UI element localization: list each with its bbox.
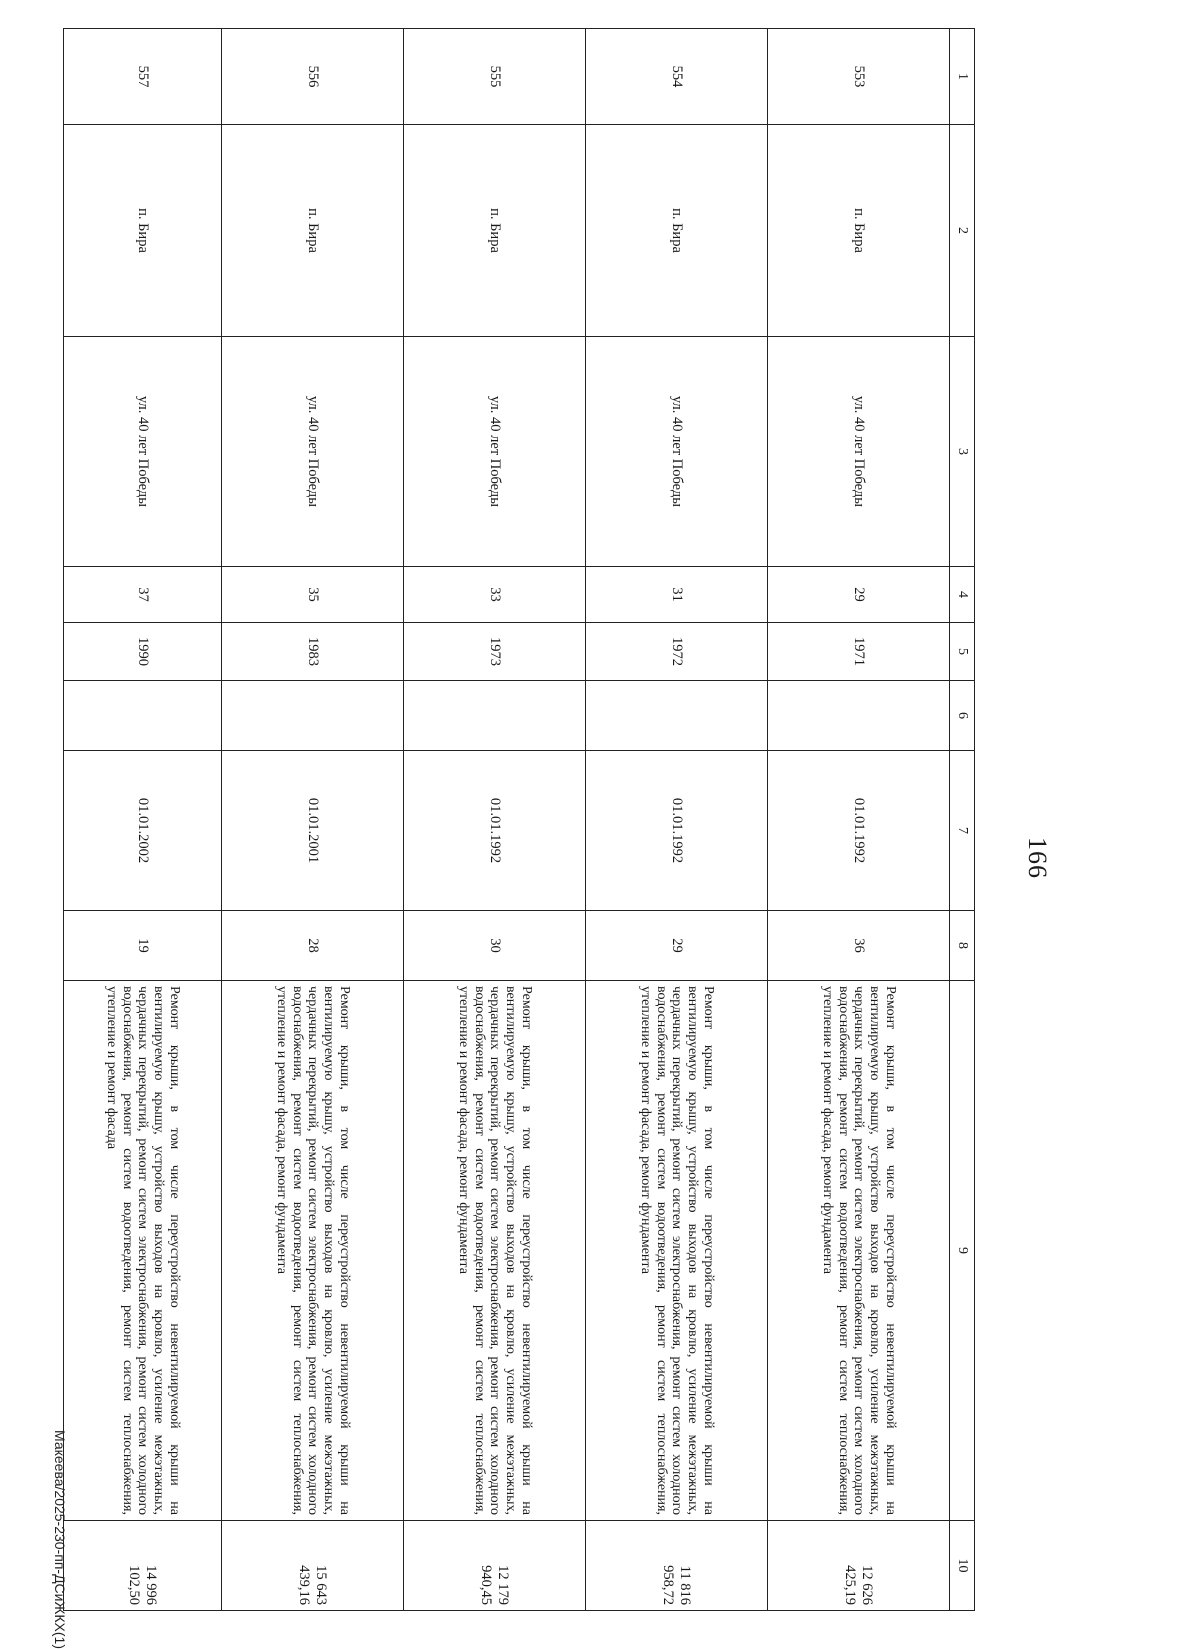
- date-cell: 01.01.1992: [586, 751, 768, 911]
- works-description-cell: Ремонт крыши, в том числе переустройство невентилируемой крыши на вентилируемую крышу, устройство выходов на кровлю, усиление межэтажных, чердачных перекрытий, ремонт систем электроснабжения, ремонт систем холодного водоснабжения, ремонт систем водоотведения, ремонт систем теплоснабжения, утепление и ремонт фасада, ремонт фундамента: [586, 981, 768, 1521]
- year-built-cell: 1973: [404, 623, 586, 681]
- page-number: 166: [1023, 837, 1052, 879]
- street-cell: ул. 40 лет Победы: [404, 337, 586, 567]
- header-cell: 9: [950, 981, 975, 1521]
- year-built-cell: 1990: [64, 623, 222, 681]
- row-number: 556: [222, 29, 404, 125]
- header-cell: 3: [950, 337, 975, 567]
- settlement-cell: п. Бира: [586, 125, 768, 337]
- street-cell: ул. 40 лет Победы: [768, 337, 950, 567]
- table-header-row: [950, 29, 975, 1611]
- column-6-cell: [64, 681, 222, 751]
- capital-repair-table: [63, 28, 975, 1611]
- date-cell: 01.01.1992: [404, 751, 586, 911]
- header-cell: 6: [950, 681, 975, 751]
- year-built-cell: 1972: [586, 623, 768, 681]
- settlement-cell: п. Бира: [222, 125, 404, 337]
- row-number: 553: [768, 29, 950, 125]
- date-cell: 01.01.2001: [222, 751, 404, 911]
- header-cell: 7: [950, 751, 975, 911]
- street-cell: ул. 40 лет Победы: [586, 337, 768, 567]
- column-8-cell: 28: [222, 911, 404, 981]
- table-row: [404, 29, 586, 1611]
- date-cell: 01.01.2002: [64, 751, 222, 911]
- table-row: [768, 29, 950, 1611]
- cost-cell: 11 816 958,72: [586, 1521, 768, 1611]
- cost-cell: 14 996 102,50: [64, 1521, 222, 1611]
- column-8-cell: 29: [586, 911, 768, 981]
- column-8-cell: 19: [64, 911, 222, 981]
- column-6-cell: [222, 681, 404, 751]
- house-number-cell: 31: [586, 567, 768, 623]
- house-number-cell: 33: [404, 567, 586, 623]
- column-8-cell: 36: [768, 911, 950, 981]
- column-6-cell: [404, 681, 586, 751]
- header-cell: 4: [950, 567, 975, 623]
- column-6-cell: [586, 681, 768, 751]
- cost-cell: 12 626 425,19: [768, 1521, 950, 1611]
- street-cell: ул. 40 лет Победы: [222, 337, 404, 567]
- row-number: 557: [64, 29, 222, 125]
- table-row: [64, 29, 222, 1611]
- settlement-cell: п. Бира: [64, 125, 222, 337]
- works-description-cell: Ремонт крыши, в том числе переустройство невентилируемой крыши на вентилируемую крышу, устройство выходов на кровлю, усиление межэтажных, чердачных перекрытий, ремонт систем электроснабжения, ремонт систем холодного водоснабжения, ремонт систем водоотведения, ремонт систем теплоснабжения, утепление и ремонт фасада, ремонт фундамента: [404, 981, 586, 1521]
- year-built-cell: 1971: [768, 623, 950, 681]
- row-number: 554: [586, 29, 768, 125]
- house-number-cell: 29: [768, 567, 950, 623]
- date-cell: 01.01.1992: [768, 751, 950, 911]
- row-number: 555: [404, 29, 586, 125]
- works-description-cell: Ремонт крыши, в том числе переустройство невентилируемой крыши на вентилируемую крышу, устройство выходов на кровлю, усиление межэтажных, чердачных перекрытий, ремонт систем электроснабжения, ремонт систем холодного водоснабжения, ремонт систем водоотведения, ремонт систем теплоснабжения, утепление и ремонт фасада, ремонт фундамента: [222, 981, 404, 1521]
- cost-cell: 15 643 439,16: [222, 1521, 404, 1611]
- header-cell: 1: [950, 29, 975, 125]
- table-row: [586, 29, 768, 1611]
- table-row: [222, 29, 404, 1611]
- street-cell: ул. 40 лет Победы: [64, 337, 222, 567]
- year-built-cell: 1983: [222, 623, 404, 681]
- header-cell: 8: [950, 911, 975, 981]
- settlement-cell: п. Бира: [768, 125, 950, 337]
- house-number-cell: 37: [64, 567, 222, 623]
- settlement-cell: п. Бира: [404, 125, 586, 337]
- header-cell: 10: [950, 1521, 975, 1611]
- header-cell: 2: [950, 125, 975, 337]
- column-8-cell: 30: [404, 911, 586, 981]
- house-number-cell: 35: [222, 567, 404, 623]
- works-description-cell: Ремонт крыши, в том числе переустройство невентилируемой крыши на вентилируемую крышу, устройство выходов на кровлю, усиление межэтажных, чердачных перекрытий, ремонт систем электроснабжения, ремонт систем холодного водоснабжения, ремонт систем водоотведения, ремонт систем теплоснабжения, утепление и ремонт фасада: [64, 981, 222, 1521]
- header-cell: 5: [950, 623, 975, 681]
- document-id-footer: Макеева/2025-230-пп-ДСиЖКХ(1): [52, 1430, 68, 1649]
- works-description-cell: Ремонт крыши, в том числе переустройство невентилируемой крыши на вентилируемую крышу, устройство выходов на кровлю, усиление межэтажных, чердачных перекрытий, ремонт систем электроснабжения, ремонт систем холодного водоснабжения, ремонт систем водоотведения, ремонт систем теплоснабжения, утепление и ремонт фасада, ремонт фундамента: [768, 981, 950, 1521]
- cost-cell: 12 179 940,45: [404, 1521, 586, 1611]
- column-6-cell: [768, 681, 950, 751]
